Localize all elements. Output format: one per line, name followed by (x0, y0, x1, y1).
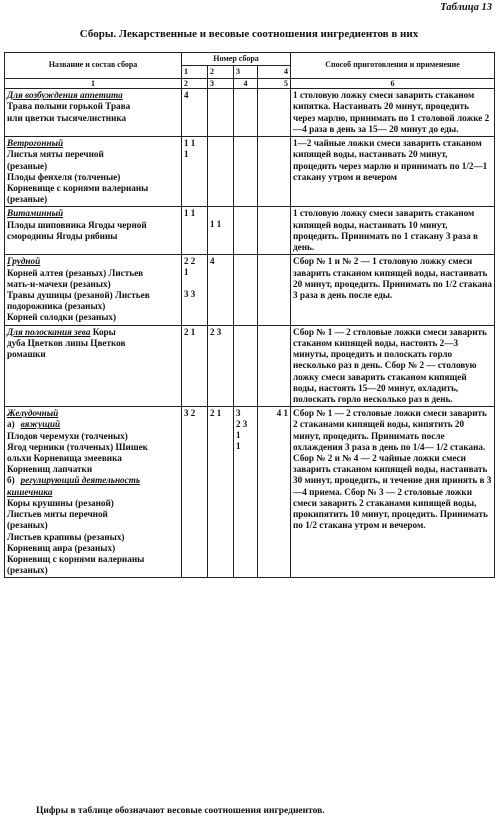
header-row (5, 53, 495, 66)
ingredient-line: дуба Цветков липы Цветков (7, 337, 126, 348)
weight-cell (234, 89, 258, 137)
table-row (5, 325, 495, 407)
subsection-prefix: а) (7, 419, 15, 430)
table-row (5, 89, 495, 137)
footnote: Цифры в таблице обозначают весовые соотношения ингредиентов. (36, 806, 325, 816)
col-num: 2 (182, 78, 208, 89)
collection-name-cell (5, 89, 182, 137)
ingredient-line: Листья мяты перечной (7, 149, 104, 160)
subsection-title: вяжущий (20, 419, 61, 430)
weight-cell: 3 2 (182, 407, 208, 578)
ingredient-line: (резаных) (7, 565, 48, 576)
table-number: Таблица 13 (440, 2, 492, 13)
method-cell: Сбор № 1 — 2 столовые ложки смеси заварить 2 стаканами кипящей воды, кипятить 20 минут, процедить. Принимать после охлаждения 3 раза в день по 1/4— 1/2 стакана. Сбор № 2 и № 4 — 2 чайные ложки смеси заварить стаканом кипящей воды, настаивать 30 минут, процедить, и течение дня принять в 3—4 приема. Сбор № 3 — 2 столовые ложки смеси заварить 2 стаканами кипящей воды, прокипятить 10 минут, процедить. Принимать по 1/2 стакана утром и вечером. (291, 407, 495, 578)
header-name: Название и состав сбора (5, 53, 182, 79)
method-cell: Сбор № 1 и № 2 — 1 столовую ложку смеси заварить стаканом кипящей воды, настаивать 20 минут, процедить. Принимать по 1/2 стакана 3 раза в день после еды. (291, 255, 495, 325)
ingredient-line: Корневищ с корнями валерианы (7, 554, 145, 564)
table-row (5, 407, 495, 578)
ingredient-line: Травы душицы (резаной) Листьев (7, 289, 150, 300)
ingredient-line: Листьев крапивы (резаных) (7, 531, 125, 542)
weight-cell: 1 1 1 (182, 137, 208, 207)
weight-cell: 2 1 (208, 407, 234, 578)
weight-cell: 1 1 (208, 207, 234, 255)
collection-title: Ветрогонный (7, 138, 64, 149)
ingredient-line: Корневищ аира (резаных) (7, 542, 116, 553)
collection-title: Грудной (7, 256, 41, 267)
weight-cell: 4 (182, 89, 208, 137)
collection-name-cell (5, 255, 182, 325)
weight-cell: 2 3 (208, 325, 234, 407)
collection-name-cell (5, 325, 182, 407)
method-cell: 1—2 чайные ложки смеси заварить стаканом кипящей воды, настаивать 20 минут, процедить через марлю и принимать по 1/2—1 стакану утром и вечером (291, 137, 495, 207)
method-cell: 1 столовую ложку смеси заварить стаканом кипящей воды, настаивать 10 минут, процедить. Принимать по 1 стакану 3 раза в день. (291, 207, 495, 255)
weight-cell: 1 1 (182, 207, 208, 255)
header-subnum: 4 (258, 65, 291, 78)
collections-table (4, 52, 495, 578)
ingredient-line: Корневище с корнями валерианы (7, 183, 149, 193)
col-num: 3 (208, 78, 234, 89)
collection-name-cell (5, 207, 182, 255)
subsection-title: регулирующий деятельность кишечника (7, 475, 141, 497)
weight-cell (208, 89, 234, 137)
ingredient-line: подорожника (резаных) (7, 301, 106, 312)
column-number-row (5, 78, 495, 89)
ingredient-line: (резаные) (7, 194, 48, 205)
col-num: 4 (234, 78, 258, 89)
weight-cell: 4 1 (258, 407, 291, 578)
ingredient-line: ольхи Корневища змеевика (7, 453, 122, 464)
table-row (5, 255, 495, 325)
ingredient-line: Ягод черники (толченых) Шишек (7, 441, 148, 452)
collection-title-rest: Коры (90, 326, 116, 337)
collection-name-cell (5, 137, 182, 207)
weight-cell (234, 325, 258, 407)
header-subnum: 1 (182, 65, 208, 78)
weight-cell (208, 137, 234, 207)
col-num: 6 (291, 78, 495, 89)
ingredient-line: (резаных) (7, 520, 48, 531)
weight-cell (258, 325, 291, 407)
ingredient-line: Корневищ лапчатки (7, 464, 93, 475)
header-method: Способ приготовления и применение (291, 53, 495, 79)
table-title: Сборы. Лекарственные и весовые соотношения ингредиентов в них (79, 28, 419, 40)
weight-cell (258, 137, 291, 207)
ingredient-line: Плоды фенхеля (толченые) (7, 171, 121, 182)
subsection-a (7, 419, 179, 430)
collection-title: Для возбуждения аппетита (7, 90, 123, 101)
ingredient-line: Коры крушины (резаной) (7, 497, 114, 508)
col-num: 1 (5, 78, 182, 89)
ingredient-line: Корней алтея (резаных) Листьев (7, 267, 144, 278)
weight-cell: 2 2 1 3 3 (182, 255, 208, 325)
collection-title: Витаминный (7, 208, 64, 219)
collection-title: Для полоскания зева (7, 326, 91, 337)
header-subnum: 2 (208, 65, 234, 78)
ingredient-line: ромашки (7, 349, 46, 360)
weight-cell (258, 89, 291, 137)
weight-cell (258, 255, 291, 325)
weight-cell: 2 1 (182, 325, 208, 407)
ingredient-line: Трава полыни горькой Трава (7, 101, 131, 112)
weight-cell (234, 137, 258, 207)
ingredient-line: Корней солодки (резаных) (7, 312, 117, 323)
method-cell: Сбор № 1 — 2 столовые ложки смеси заварить стаканом кипящей воды, настоять 2—3 минуты, процедить и полоскать горло несколько раз в день. Сбор № 2 — столовую ложку смеси заварить стаканом кипящей воды, настоять 15—20 минут, охладить, полоскать горло несколько раз в день. (291, 325, 495, 407)
table-row (5, 207, 495, 255)
weight-cell (258, 207, 291, 255)
subsection-b (7, 475, 179, 497)
subsection-prefix: б) (7, 475, 15, 486)
col-num: 5 (258, 78, 291, 89)
table-row (5, 137, 495, 207)
collection-title: Желудочный (7, 408, 59, 419)
ingredient-line: смородины Ягоды рябины (7, 230, 118, 241)
ingredient-line: Плоды шиповника Ягоды черной (7, 219, 147, 230)
table-body (5, 89, 495, 578)
ingredient-line: или цветки тысячелистника (7, 112, 127, 123)
weight-cell: 4 (208, 255, 234, 325)
header-subnum: 3 (234, 65, 258, 78)
ingredient-line: Плодов черемухи (толченых) (7, 430, 128, 441)
method-cell: 1 столовую ложку смеси заварить стаканом кипятка. Настаивать 20 минут, процедить через марлю, принимать по 1 столовой ложке 2—4 раза в день за 15— 20 минут до еды. (291, 89, 495, 137)
collection-name-cell (5, 407, 182, 578)
weight-cell: 3 2 3 1 1 (234, 407, 258, 578)
ingredient-line: Листьев мяты перечной (7, 509, 108, 520)
weight-cell (234, 207, 258, 255)
weight-cell (234, 255, 258, 325)
ingredient-line: (резаные) (7, 160, 48, 171)
header-number: Номер сбора (182, 53, 291, 66)
ingredient-line: мать-и-мачехи (резаных) (7, 278, 111, 289)
